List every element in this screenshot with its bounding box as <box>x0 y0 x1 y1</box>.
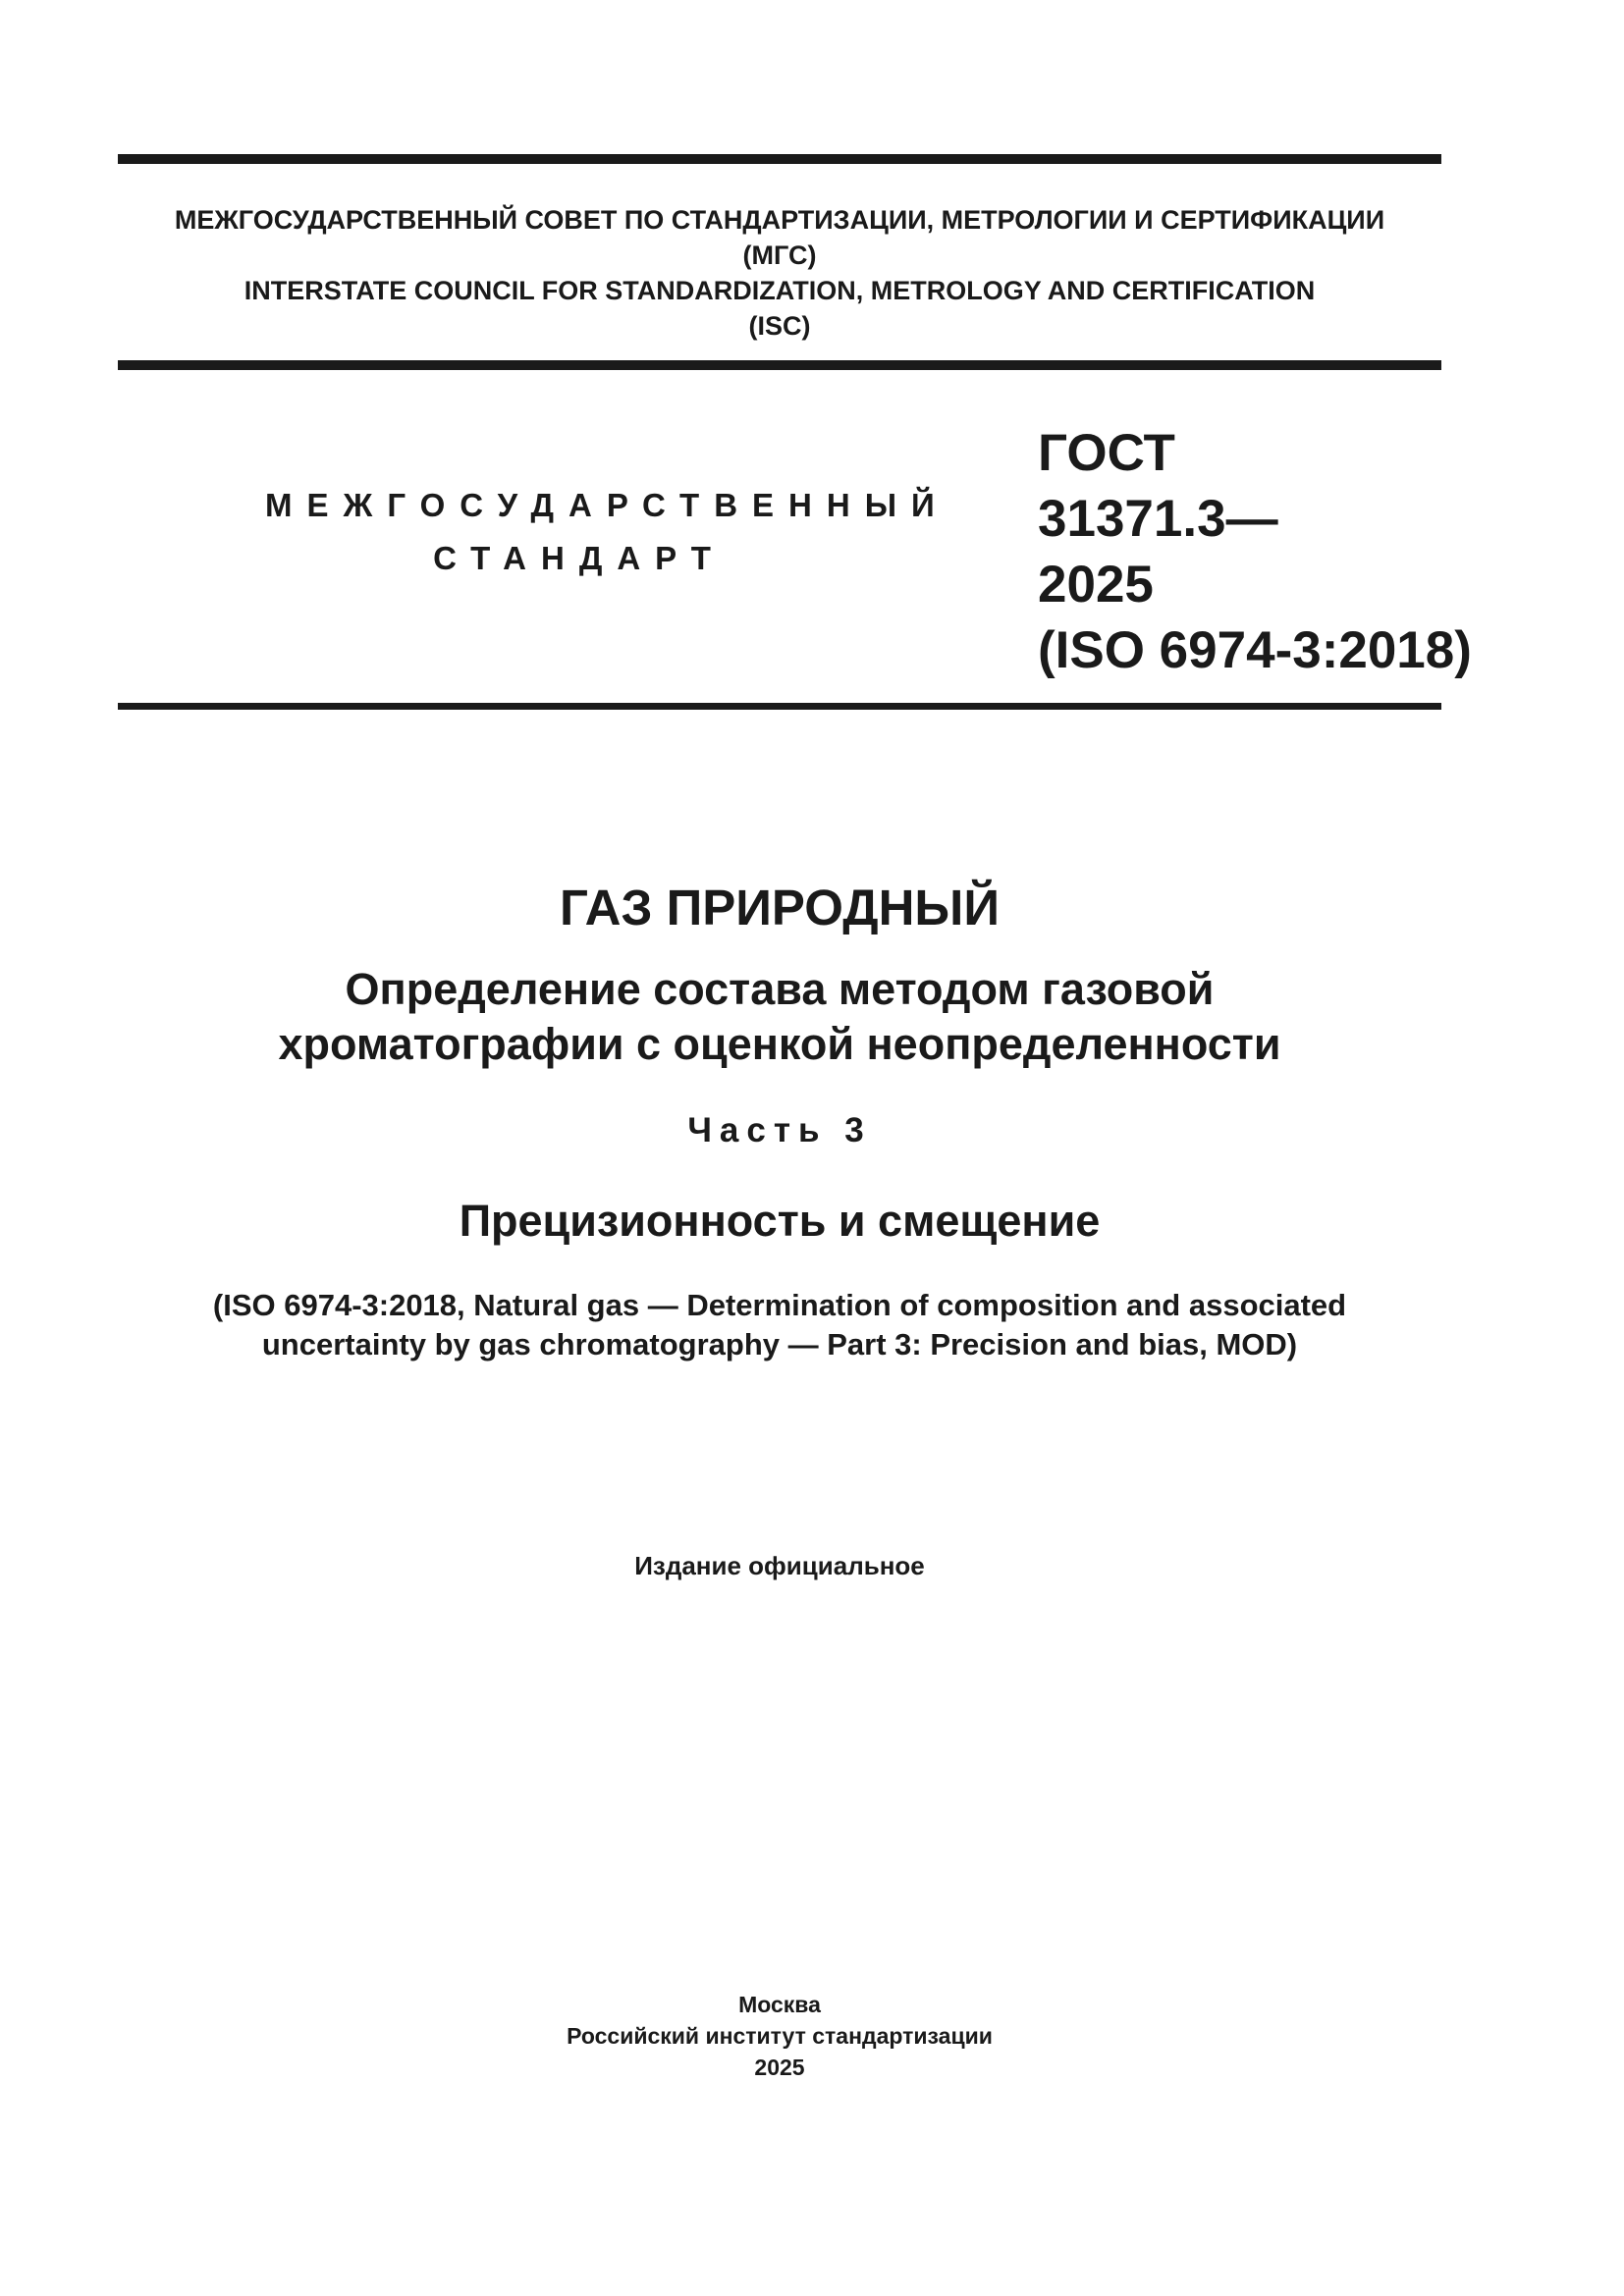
council-name-ru: МЕЖГОСУДАРСТВЕННЫЙ СОВЕТ ПО СТАНДАРТИЗАЦИИ, МЕТРОЛОГИИ И СЕРТИФИКАЦИИ <box>174 205 1385 235</box>
gost-designation <box>1038 420 1472 683</box>
title-block <box>118 874 1441 1364</box>
standard-type-line1: МЕЖГОСУДАРСТВЕННЫЙ <box>265 487 949 523</box>
bottom-rule <box>118 703 1441 710</box>
imprint-year: 2025 <box>754 2055 805 2080</box>
subtitle-line1: Определение состава методом газовой <box>345 964 1215 1014</box>
subtitle <box>118 962 1441 1072</box>
standard-type-line2: СТАНДАРТ <box>433 540 726 576</box>
part-number: Часть 3 <box>687 1111 872 1149</box>
subtitle-line2: хроматографии с оценкой неопределенности <box>278 1019 1281 1069</box>
gost-label: ГОСТ <box>1038 424 1175 482</box>
iso-reference-line2: uncertainty by gas chromatography — Part 3: Precision and bias, MOD) <box>261 1327 1298 1362</box>
standard-type <box>265 479 949 585</box>
edition-note: Издание официальное <box>634 1551 925 1580</box>
imprint <box>118 1989 1441 2083</box>
iso-reference-line1: (ISO 6974-3:2018, Natural gas — Determination of composition and associated <box>212 1288 1347 1322</box>
imprint-publisher: Российский институт стандартизации <box>567 2023 993 2049</box>
council-name-en: INTERSTATE COUNCIL FOR STANDARDIZATION, METROLOGY AND CERTIFICATION <box>244 276 1316 305</box>
gost-number: 31371.3— <box>1038 490 1278 548</box>
council-header <box>118 202 1441 344</box>
main-title: ГАЗ ПРИРОДНЫЙ <box>559 880 1001 935</box>
middle-rule <box>118 360 1441 370</box>
top-rule <box>118 154 1441 164</box>
council-abbr-ru: (МГС) <box>742 240 817 270</box>
imprint-city: Москва <box>738 1992 821 2017</box>
iso-reference <box>118 1286 1441 1364</box>
council-abbr-en: (ISC) <box>748 311 811 341</box>
part-title: Прецизионность и смещение <box>459 1196 1101 1246</box>
iso-equivalent: (ISO 6974-3:2018) <box>1038 621 1472 679</box>
gost-year: 2025 <box>1038 556 1154 614</box>
